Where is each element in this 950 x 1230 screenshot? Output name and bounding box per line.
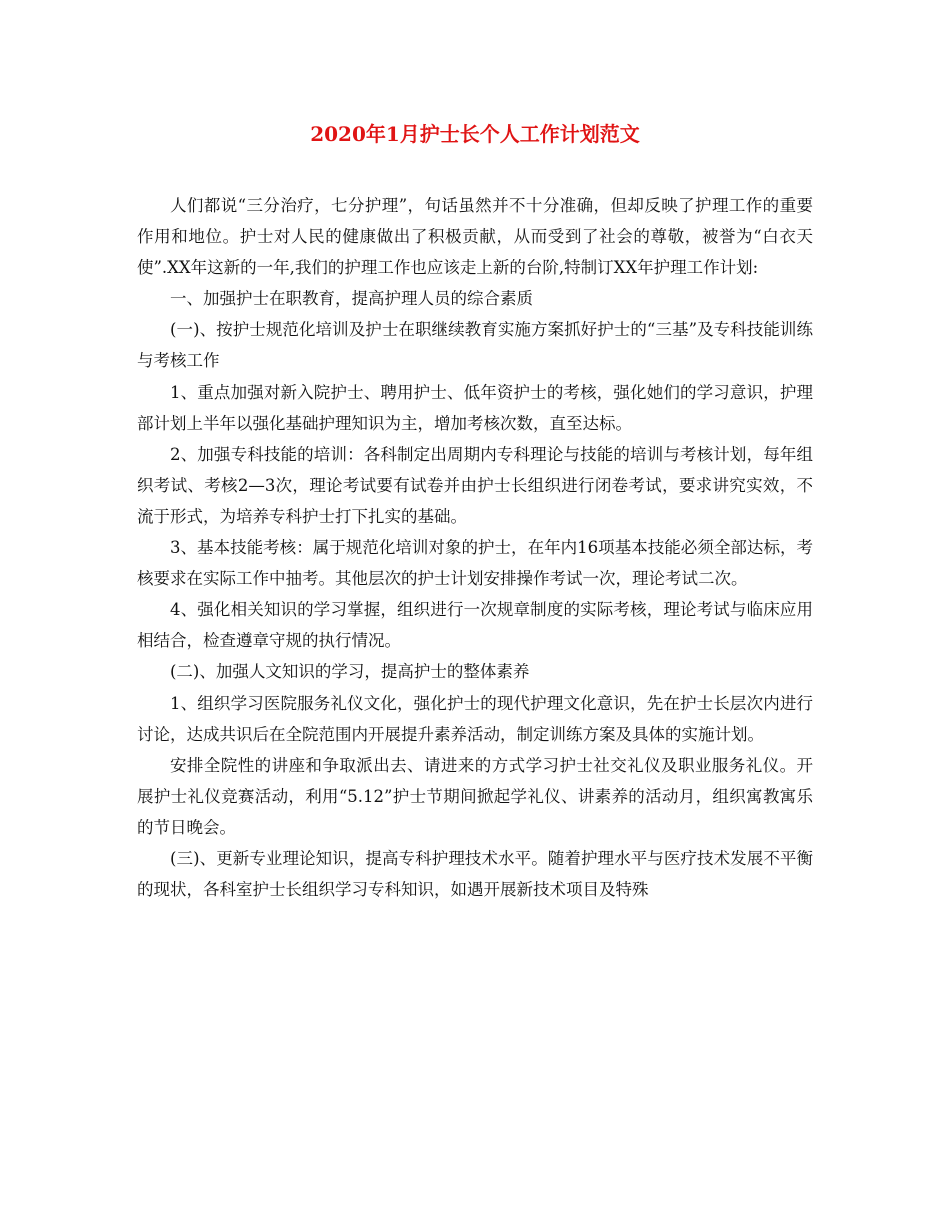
document-body [137,190,813,905]
subsection-heading-1: (一)、按护士规范化培训及护士在职继续教育实施方案抓好护士的“三基”及专科技能训练与考核工作 [137,320,813,371]
paragraph-intro: 人们都说“三分治疗，七分护理”，句话虽然并不十分准确，但却反映了护理工作的重要作用和地位。护士对人民的健康做出了积极贡献，从而受到了社会的尊敬，被誉为“白衣天使”.XX年这新的一年,我们的护理工作也应该走上新的台阶,特制订XX年护理工作计划: [137,196,813,278]
paragraph: 安排全院性的讲座和争取派出去、请进来的方式学习护士社交礼仪及职业服务礼仪。开展护士礼仪竞赛活动，利用“5.12”护士节期间掀起学礼仪、讲素养的活动月，组织寓教寓乐的节日晚会。 [137,755,813,837]
list-item: 1、组织学习医院服务礼仪文化，强化护士的现代护理文化意识，先在护士长层次内进行讨论，达成共识后在全院范围内开展提升素养活动，制定训练方案及具体的实施计划。 [137,693,813,744]
list-item: 1、重点加强对新入院护士、聘用护士、低年资护士的考核，强化她们的学习意识，护理部计划上半年以强化基础护理知识为主，增加考核次数，直至达标。 [137,382,813,433]
list-item: 3、基本技能考核：属于规范化培训对象的护士，在年内16项基本技能必须全部达标，考核要求在实际工作中抽考。其他层次的护士计划安排操作考试一次，理论考试二次。 [137,538,813,589]
section-heading-1: 一、加强护士在职教育，提高护理人员的综合素质 [170,289,533,309]
list-item: 2、加强专科技能的培训：各科制定出周期内专科理论与技能的培训与考核计划，每年组织考试、考核2—3次，理论考试要有试卷并由护士长组织进行闭卷考试，要求讲究实效，不流于形式，为培养专科护士打下扎实的基础。 [137,444,813,526]
list-item: 4、强化相关知识的学习掌握，组织进行一次规章制度的实际考核，理论考试与临床应用相结合，检查遵章守规的执行情况。 [137,600,813,651]
subsection-heading-3: (三)、更新专业理论知识，提高专科护理技术水平。随着护理水平与医疗技术发展不平衡的现状，各科室护士长组织学习专科知识，如遇开展新技术项目及特殊 [137,848,813,900]
subsection-heading-2: (二)、加强人文知识的学习，提高护士的整体素养 [170,662,530,682]
document-title: 2020年1月护士长个人工作计划范文 [310,122,640,146]
